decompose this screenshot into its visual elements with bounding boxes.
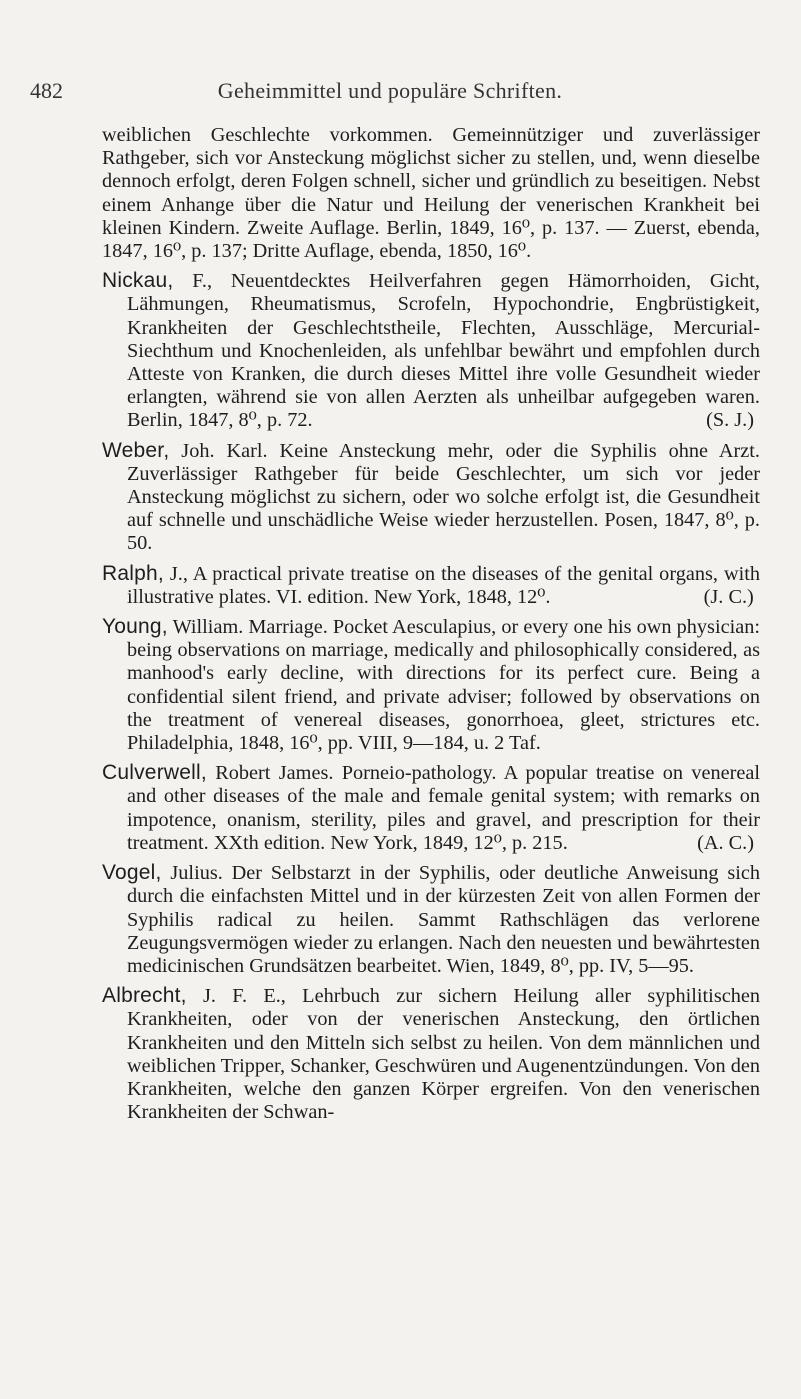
entry-author: Young, [102, 615, 168, 639]
entry-text: Robert James. Porneio-pathology. A popular treatise on venereal and other diseases of the male and female genital system; with remarks on impotence, onanism, sterility, piles and gravel, and prescription for their treatment. XXth edition. New York, 1849, 12⁰, p. 215. [127, 762, 760, 854]
bibliography-entry [102, 269, 760, 432]
entry-author: Albrecht, [102, 984, 187, 1008]
entry-text: weiblichen Geschlechte vorkommen. Gemeinnütziger und zuverlässiger Rathgeber, sich vor Ansteckung möglichst sicher zu stellen, und, wenn dieselbe dennoch erfolgt, deren Folgen schnell, sicher und gründlich zu beseitigen. Nebst einem Anhange über die Natur und Heilung der venerischen Krankheit bei kleinen Kindern. Zweite Auflage. Berlin, 1849, 16⁰, p. 137. — Zuerst, ebenda, 1847, 16⁰, p. 137; Dritte Auflage, ebenda, 1850, 16⁰. [102, 124, 760, 263]
page-number: 482 [30, 78, 63, 103]
entry-author: Weber, [102, 438, 170, 462]
entry-signature: (S. J.) [706, 409, 754, 432]
entry-text: F., Neuentdecktes Heilverfahren gegen Hämorrhoiden, Gicht, Lähmungen, Rheumatismus, Scrofeln, Hypochondrie, Engbrüstigkeit, Krankheiten der Geschlechtstheile, Flechten, Ausschläge, Mercurial-Siechthum und Knochenleiden, als unfehlbar bewährt und empfohlen durch Atteste von Kranken, die durch dieses Mittel ihre volle Gesundheit wieder erlangten, während sie von allen Aerzten als unheilbar aufgegeben waren. Berlin, 1847, 8⁰, p. 72. [127, 270, 760, 432]
entry-text: Julius. Der Selbstarzt in der Syphilis, oder deutliche Anweisung sich durch die einfachsten Mittel und in der kürzesten Zeit von allen Formen der Syphilis radical zu heilen. Sammt Rathschlägen das verlorene Zeugungsvermögen wieder zu erlangen. Nach den neuesten und bewährtesten medicinischen Grundsätzen bearbeitet. Wien, 1849, 8⁰, pp. IV, 5—95. [127, 862, 760, 977]
entry-author: Nickau, [102, 269, 174, 293]
entry-text: Joh. Karl. Keine Ansteckung mehr, oder die Syphilis ohne Arzt. Zuverlässiger Rathgeber für beide Geschlechter, um sich vor jeder Ansteckung möglichst zu sichern, oder wo solche erfolgt ist, die Gesundheit auf schnelle und unschädliche Weise wieder herzustellen. Posen, 1847, 8⁰, p. 50. [127, 439, 760, 555]
bibliography-entry [102, 984, 760, 1124]
entry-text: J. F. E., Lehrbuch zur sichern Heilung aller syphilitischen Krankheiten, oder von der venerischen Ansteckung, den örtlichen Krankheiten und den Mitteln sich selbst zu heilen. Von dem männlichen und weiblichen Tripper, Schanker, Geschwüren und Augenentzündungen. Von den Krankheiten, welche den ganzen Körper ergreifen. Von den venerischen Krankheiten der Schwan- [127, 985, 760, 1124]
bibliography-entry [102, 124, 760, 263]
entry-text: J., A practical private treatise on the diseases of the genital organs, with illustrative plates. VI. edition. New York, 1848, 12⁰. [127, 562, 760, 608]
entry-author: Ralph, [102, 561, 164, 585]
entry-signature: (A. C.) [697, 831, 754, 854]
bibliography-entry [102, 615, 760, 755]
page-header [30, 78, 750, 108]
entry-author: Culverwell, [102, 761, 207, 785]
entry-signature: (J. C.) [703, 585, 754, 608]
bibliography-entry [102, 861, 760, 978]
bibliography-entry [102, 562, 760, 609]
running-title: Geheimmittel und populäre Schriften. [217, 78, 563, 103]
bibliography-list [102, 124, 760, 1130]
entry-text: William. Marriage. Pocket Aesculapius, or every one his own physician: being observations on marriage, medically and philosophically considered, as manhood's early decline, with directions for its perfect cure. Being a confidential silent friend, and private adviser; followed by observations on the treatment of venereal diseases, gonorrhoea, gleet, strictures etc. Philadelphia, 1848, 16⁰, pp. VIII, 9—184, u. 2 Taf. [127, 616, 760, 755]
entry-author: Vogel, [102, 861, 162, 885]
bibliography-entry [102, 439, 760, 556]
bibliography-entry [102, 761, 760, 855]
